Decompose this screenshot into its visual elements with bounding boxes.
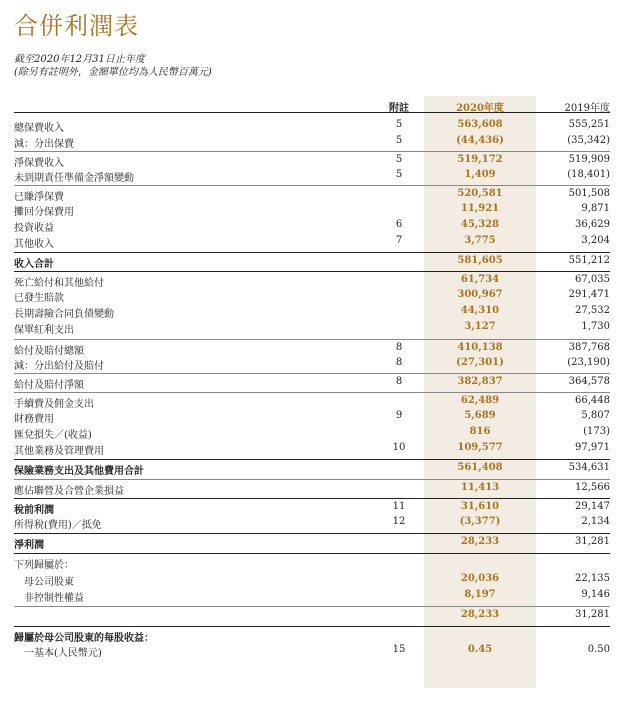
row-value-2020: 3,775 bbox=[464, 235, 496, 246]
row-value-2020: 62,489 bbox=[460, 395, 500, 406]
row-value-2019: 291,471 bbox=[568, 289, 610, 300]
table-row bbox=[14, 642, 610, 658]
row-value-2020: 581,605 bbox=[457, 255, 503, 266]
row-value-2019: (173) bbox=[583, 426, 610, 437]
row-note: 5 bbox=[395, 119, 403, 130]
row-value-2019: 364,578 bbox=[568, 376, 610, 387]
row-value-2020: (27,301) bbox=[456, 357, 504, 368]
row-value-2019: 2,134 bbox=[581, 516, 610, 527]
row-value-2020: 520,581 bbox=[457, 188, 503, 199]
row-value-2019: 29,147 bbox=[575, 501, 610, 512]
row-value-2019: 0.50 bbox=[587, 644, 610, 655]
table-row bbox=[14, 587, 610, 603]
row-value-2019: 31,281 bbox=[575, 609, 610, 620]
table-row bbox=[14, 252, 610, 269]
table-row bbox=[14, 233, 610, 249]
row-label: 已發生賠款 bbox=[14, 293, 64, 304]
row-label: 母公司股東 bbox=[24, 577, 74, 588]
row-value-2020: (44,436) bbox=[456, 135, 504, 146]
table-row bbox=[14, 133, 610, 149]
row-value-2020: 0.45 bbox=[467, 644, 493, 655]
table-row bbox=[14, 217, 610, 233]
row-value-2020: 300,967 bbox=[457, 289, 503, 300]
row-value-2019: 3,204 bbox=[581, 235, 610, 246]
table-row bbox=[14, 571, 610, 587]
row-value-2020: 3,127 bbox=[464, 321, 496, 332]
row-value-2019: 1,730 bbox=[581, 321, 610, 332]
row-value-2019: (35,342) bbox=[567, 135, 610, 146]
row-value-2020: 44,310 bbox=[460, 305, 500, 316]
table-row bbox=[14, 498, 610, 515]
header-2019: 2019年度 bbox=[564, 103, 610, 114]
row-value-2020: 410,138 bbox=[457, 342, 503, 353]
header-2020: 2020年度 bbox=[456, 103, 504, 114]
row-label: 減：分出給付及賠付 bbox=[14, 361, 104, 372]
row-value-2020: 8,197 bbox=[464, 589, 496, 600]
row-value-2019: 501,508 bbox=[568, 188, 610, 199]
row-label: 保單紅利支出 bbox=[14, 325, 74, 336]
table-row bbox=[14, 440, 610, 456]
row-value-2019: (23,190) bbox=[567, 357, 610, 368]
row-value-2020: 45,328 bbox=[460, 219, 500, 230]
subtitle-unit-note: (除另有註明外，金額單位均為人民幣百萬元) bbox=[14, 67, 212, 78]
table-row bbox=[14, 339, 610, 356]
row-value-2020: 519,172 bbox=[457, 154, 503, 165]
row-value-2020: 61,734 bbox=[460, 274, 500, 285]
row-value-2019: 534,631 bbox=[568, 462, 610, 473]
table-row bbox=[14, 271, 610, 288]
row-value-2020: 11,413 bbox=[460, 482, 500, 493]
table-row bbox=[14, 533, 610, 550]
row-value-2019: 36,629 bbox=[575, 219, 610, 230]
row-label: 已賺淨保費 bbox=[14, 192, 64, 203]
table-row bbox=[14, 408, 610, 424]
row-label: 匯兌損失／(收益) bbox=[14, 430, 92, 441]
table-row bbox=[14, 424, 610, 440]
row-label: 非控制性權益 bbox=[24, 593, 84, 604]
row-label: 投資收益 bbox=[14, 223, 54, 234]
row-value-2019: 67,035 bbox=[575, 274, 610, 285]
row-label: 收入合計 bbox=[14, 259, 54, 270]
row-note: 5 bbox=[395, 169, 403, 180]
row-note: 15 bbox=[392, 644, 406, 655]
row-label: 死亡給付和其他給付 bbox=[14, 278, 104, 289]
row-label: 下列歸屬於： bbox=[14, 560, 74, 571]
row-value-2020: 31,610 bbox=[460, 501, 500, 512]
row-value-2019: 9,146 bbox=[581, 589, 610, 600]
row-label: 長期壽險合同負債變動 bbox=[14, 309, 114, 320]
table-row bbox=[14, 117, 610, 133]
row-note: 5 bbox=[395, 135, 403, 146]
row-value-2019: 555,251 bbox=[568, 119, 610, 130]
table-row bbox=[14, 479, 610, 496]
row-label: 淨利潤 bbox=[14, 540, 44, 551]
row-label: 其他收入 bbox=[14, 239, 54, 250]
row-label: 總保費收入 bbox=[14, 123, 64, 134]
row-value-2019: 5,807 bbox=[581, 410, 610, 421]
row-value-2019: 31,281 bbox=[575, 536, 610, 547]
row-value-2020: 561,408 bbox=[457, 462, 503, 473]
row-note: 6 bbox=[395, 219, 403, 230]
row-value-2020: 28,233 bbox=[460, 536, 500, 547]
table-row bbox=[14, 392, 610, 409]
row-value-2019: 519,909 bbox=[568, 154, 610, 165]
row-note: 11 bbox=[392, 501, 406, 512]
row-value-2019: 12,566 bbox=[575, 482, 610, 493]
row-note: 5 bbox=[395, 154, 403, 165]
row-note: 8 bbox=[395, 376, 403, 387]
table-row bbox=[14, 319, 610, 335]
row-label: 一基本(人民幣元) bbox=[24, 648, 102, 659]
row-value-2020: 11,921 bbox=[460, 203, 500, 214]
row-value-2019: 22,135 bbox=[575, 573, 610, 584]
row-label: 攤回分保費用 bbox=[14, 207, 74, 218]
row-label: 所得稅(費用)／抵免 bbox=[14, 520, 102, 531]
row-value-2020: 5,689 bbox=[464, 410, 496, 421]
page-title: 合併利潤表 bbox=[14, 12, 139, 40]
row-value-2019: 97,971 bbox=[575, 442, 610, 453]
row-value-2020: (3,377) bbox=[459, 516, 501, 527]
row-value-2019: 551,212 bbox=[568, 255, 610, 266]
table-row bbox=[14, 626, 610, 643]
table-row bbox=[14, 151, 610, 168]
row-value-2020: 1,409 bbox=[464, 169, 496, 180]
row-label: 淨保費收入 bbox=[14, 158, 64, 169]
row-label: 歸屬於母公司股東的每股收益： bbox=[14, 633, 154, 644]
row-label: 減：分出保費 bbox=[14, 139, 74, 150]
table-row bbox=[14, 201, 610, 217]
row-value-2020: 28,233 bbox=[460, 609, 500, 620]
table-row bbox=[14, 606, 610, 623]
row-note: 8 bbox=[395, 342, 403, 353]
row-note: 10 bbox=[392, 442, 406, 453]
row-value-2020: 109,577 bbox=[457, 442, 503, 453]
row-label: 稅前利潤 bbox=[14, 505, 54, 516]
row-label: 未到期責任準備金淨額變動 bbox=[14, 173, 134, 184]
row-label: 其他業務及管理費用 bbox=[14, 446, 104, 457]
row-label: 給付及賠付總額 bbox=[14, 346, 84, 357]
row-value-2019: 9,871 bbox=[581, 203, 610, 214]
table-row bbox=[14, 185, 610, 202]
table-row bbox=[14, 373, 610, 390]
row-note: 8 bbox=[395, 357, 403, 368]
row-value-2019: 27,532 bbox=[575, 305, 610, 316]
subtitle-period: 截至2020年12月31日止年度 bbox=[14, 54, 145, 65]
row-label: 應佔聯營及合營企業損益 bbox=[14, 486, 124, 497]
row-value-2019: 387,768 bbox=[568, 342, 610, 353]
row-label: 手續費及佣金支出 bbox=[14, 399, 94, 410]
row-label: 保險業務支出及其他費用合計 bbox=[14, 466, 144, 477]
row-value-2020: 382,837 bbox=[457, 376, 503, 387]
row-value-2020: 20,036 bbox=[460, 573, 500, 584]
table-row bbox=[14, 459, 610, 476]
row-note: 12 bbox=[392, 516, 406, 527]
row-label: 財務費用 bbox=[14, 414, 54, 425]
row-value-2020: 563,608 bbox=[457, 119, 503, 130]
row-value-2020: 816 bbox=[469, 426, 491, 437]
table-row bbox=[14, 167, 610, 183]
row-note: 9 bbox=[395, 410, 403, 421]
header-note: 附註 bbox=[389, 103, 409, 114]
row-value-2019: (18,401) bbox=[567, 169, 610, 180]
row-note: 7 bbox=[395, 235, 403, 246]
table-row bbox=[14, 553, 610, 570]
row-value-2019: 66,448 bbox=[575, 395, 610, 406]
table-row bbox=[14, 355, 610, 371]
row-label: 給付及賠付淨額 bbox=[14, 380, 84, 391]
table-row bbox=[14, 514, 610, 530]
table-row bbox=[14, 287, 610, 303]
table-row bbox=[14, 303, 610, 319]
